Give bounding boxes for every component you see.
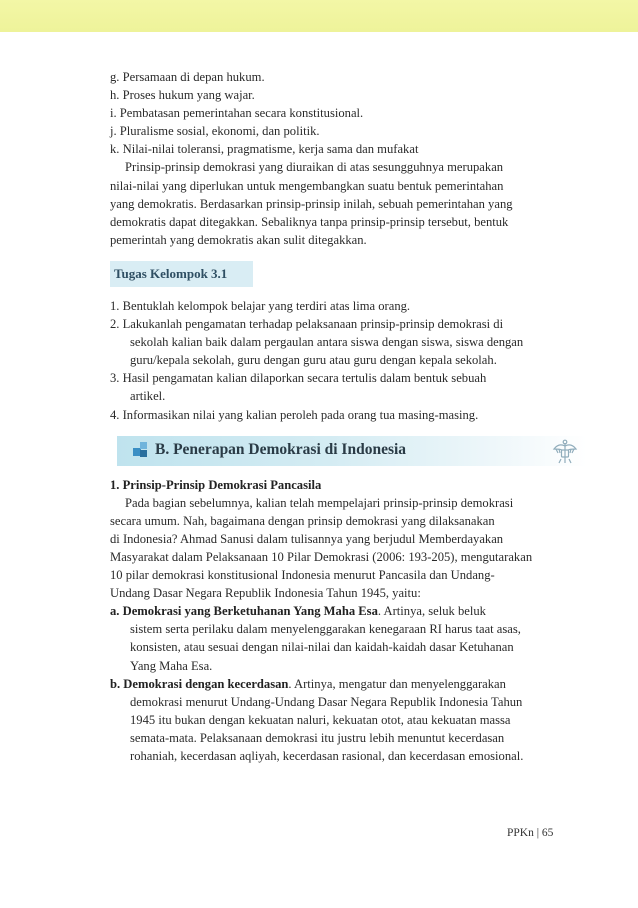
section-body xyxy=(110,476,580,766)
garuda-emblem-icon xyxy=(551,437,579,465)
group-task-heading xyxy=(110,261,253,287)
paragraph-line: sistem serta perilaku dalam menyelenggarakan kenegaraan RI harus taat asas, xyxy=(130,622,521,637)
squares-icon xyxy=(140,442,147,449)
paragraph-line: rohaniah, kecerdasan aqliyah, kecerdasan rasional, dan kecerdasan emosional. xyxy=(130,749,524,763)
paragraph-line: pemerintah yang demokratis akan sulit ditegakkan. xyxy=(110,232,367,247)
task-item-continued: artikel. xyxy=(130,389,166,404)
task-item: 4. Informasikan nilai yang kalian peroleh pada orang tua masing-masing. xyxy=(110,407,479,422)
group-task-list xyxy=(110,297,580,424)
paragraph-principles xyxy=(110,158,580,248)
pillar-b-heading: b. Demokrasi dengan kecerdasan. Artinya, mengatur dan menyelenggarakan xyxy=(110,676,506,691)
paragraph-line: Prinsip-prinsip demokrasi yang diuraikan di atas sesungguhnya merupakan xyxy=(125,160,504,175)
page-number-footer: PPKn | 65 xyxy=(507,827,554,839)
task-item-continued: guru/kepala sekolah, guru dengan guru atau guru dengan kepala sekolah. xyxy=(130,353,497,368)
pillar-a-heading: a. Demokrasi yang Berketuhanan Yang Maha Esa. Artinya, seluk beluk xyxy=(110,604,486,619)
section-title: B. Penerapan Demokrasi di Indonesia xyxy=(155,440,407,458)
paragraph-line: semata-mata. Pelaksanaan demokrasi itu justru lebih menuntut kecerdasan xyxy=(130,730,505,745)
paragraph-line: secara umum. Nah, bagaimana dengan prinsip demokrasi yang dilaksanakan xyxy=(110,513,495,528)
list-item: g. Persamaan di depan hukum. xyxy=(110,70,265,84)
paragraph-line: 10 pilar demokrasi konstitusional Indonesia menurut Pancasila dan Undang- xyxy=(110,568,495,583)
top-color-band xyxy=(0,0,638,32)
list-item: k. Nilai-nilai toleransi, pragmatisme, kerja sama dan mufakat xyxy=(110,142,419,157)
list-item: i. Pembatasan pemerintahan secara konstitusional. xyxy=(110,106,364,121)
paragraph-line: demokratis dapat ditegakkan. Sebaliknya tanpa prinsip-prinsip tersebut, bentuk xyxy=(110,214,509,229)
squares-icon xyxy=(140,450,147,457)
paragraph-line: Undang Dasar Negara Republik Indonesia Tahun 1945, yaitu: xyxy=(110,586,421,601)
subsection-title: 1. Prinsip-Prinsip Demokrasi Pancasila xyxy=(110,477,322,492)
section-banner xyxy=(117,436,587,466)
task-item: 1. Bentuklah kelompok belajar yang terdiri atas lima orang. xyxy=(110,298,411,313)
paragraph-line: 1945 itu bukan dengan kekuatan naluri, kekuatan otot, atau kekuatan massa xyxy=(130,712,511,727)
principles-list xyxy=(110,68,580,158)
paragraph-line: konsisten, atau sesuai dengan nilai-nilai dan kaidah-kaidah dasar Ketuhanan xyxy=(130,640,514,655)
list-item: j. Pluralisme sosial, ekonomi, dan politik. xyxy=(110,124,320,139)
paragraph-line: demokrasi menurut Undang-Undang Dasar Negara Republik Indonesia Tahun xyxy=(130,694,523,709)
list-item: h. Proses hukum yang wajar. xyxy=(110,88,255,103)
task-item: 3. Hasil pengamatan kalian dilaporkan secara tertulis dalam bentuk sebuah xyxy=(110,371,487,386)
paragraph-line: nilai-nilai yang diperlukan untuk mengembangkan suatu bentuk pemerintahan xyxy=(110,178,504,193)
task-item: 2. Lakukanlah pengamatan terhadap pelaksanaan prinsip-prinsip demokrasi di xyxy=(110,317,504,332)
paragraph-line: di Indonesia? Ahmad Sanusi dalam tulisannya yang berjudul Memberdayakan xyxy=(110,531,504,546)
group-task-title: Tugas Kelompok 3.1 xyxy=(114,265,228,281)
page-content xyxy=(110,68,580,765)
task-item-continued: sekolah kalian baik dalam pergaulan antara siswa dengan siswa, siswa dengan xyxy=(130,335,524,350)
paragraph-line: yang demokratis. Berdasarkan prinsip-prinsip inilah, sebuah pemerintahan yang xyxy=(110,196,513,211)
paragraph-line: Masyarakat dalam Pelaksanaan 10 Pilar Demokrasi (2006: 193-205), mengutarakan xyxy=(110,549,533,564)
paragraph-line: Yang Maha Esa. xyxy=(130,658,213,673)
paragraph-line: Pada bagian sebelumnya, kalian telah mempelajari prinsip-prinsip demokrasi xyxy=(125,495,514,510)
